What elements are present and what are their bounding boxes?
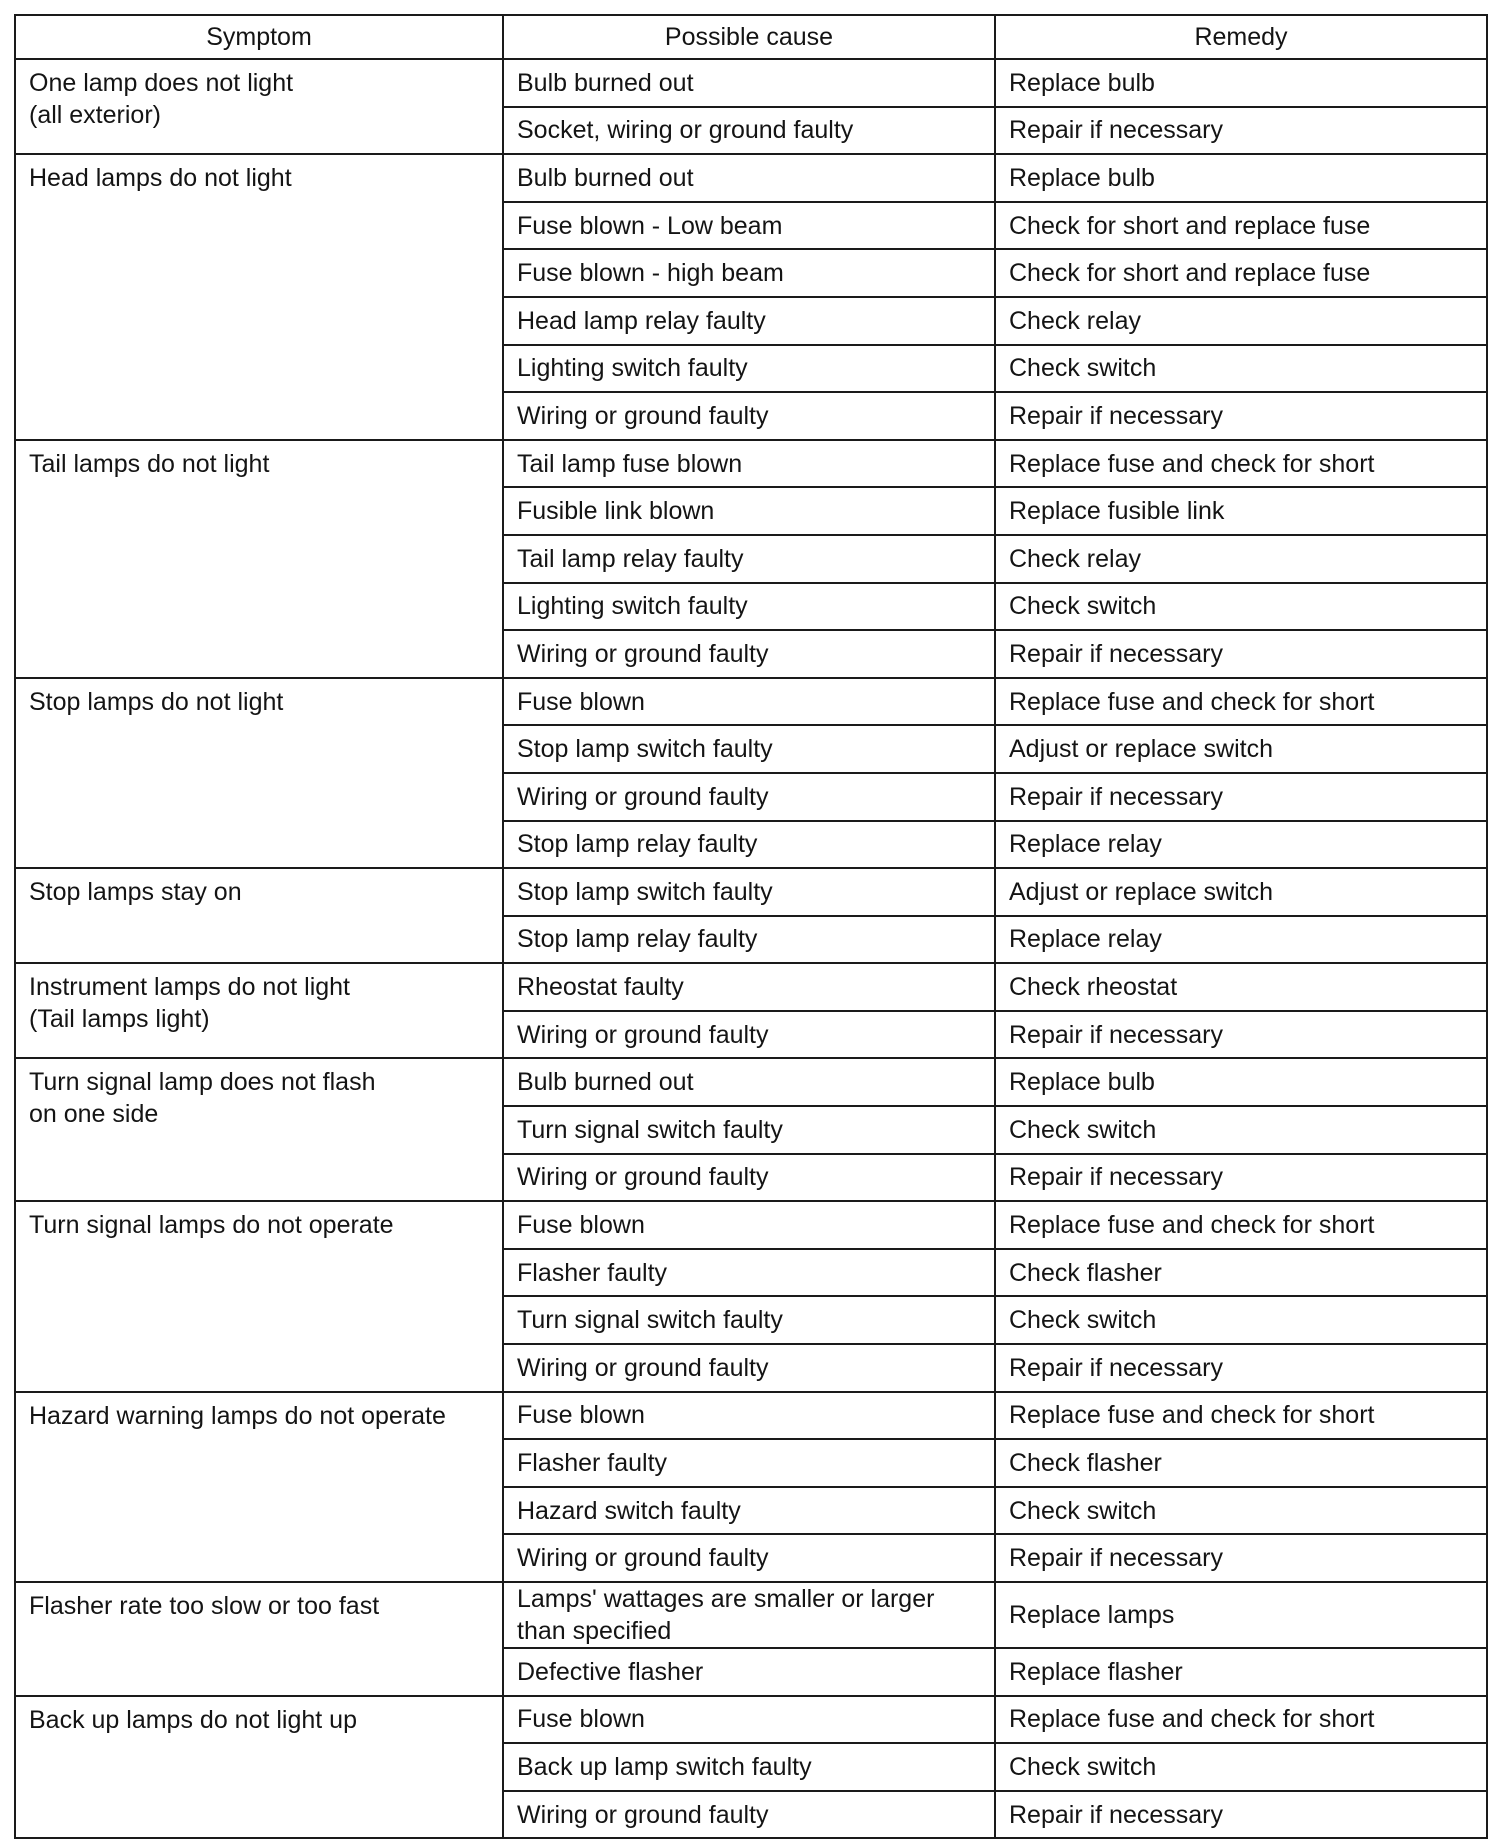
remedy-cell: Replace relay [995,916,1487,964]
remedy-cell: Repair if necessary [995,773,1487,821]
header-row [15,15,1487,59]
remedy-cell: Check switch [995,1487,1487,1535]
cause-cell: Rheostat faulty [503,963,995,1011]
remedy-cell: Check for short and replace fuse [995,249,1487,297]
table-row [15,1058,1487,1106]
symptom-header: Symptom [15,15,503,59]
cause-cell: Turn signal switch faulty [503,1296,995,1344]
remedy-cell: Repair if necessary [995,1344,1487,1392]
cause-cell: Socket, wiring or ground faulty [503,107,995,155]
cause-cell: Stop lamp relay faulty [503,916,995,964]
cause-cell: Hazard switch faulty [503,1487,995,1535]
remedy-cell: Repair if necessary [995,630,1487,678]
remedy-cell: Repair if necessary [995,1011,1487,1059]
remedy-cell: Repair if necessary [995,1154,1487,1202]
table-row [15,440,1487,488]
table-row [15,59,1487,107]
symptom-cell: Turn signal lamps do not operate [15,1201,503,1391]
cause-cell: Lighting switch faulty [503,345,995,393]
remedy-cell: Check rheostat [995,963,1487,1011]
remedy-cell: Replace fuse and check for short [995,1201,1487,1249]
remedy-cell: Check switch [995,583,1487,631]
remedy-cell: Replace fuse and check for short [995,678,1487,726]
cause-cell: Fusible link blown [503,487,995,535]
cause-cell: Wiring or ground faulty [503,1534,995,1582]
table-row [15,1392,1487,1440]
remedy-cell: Check switch [995,1296,1487,1344]
cause-cell: Stop lamp relay faulty [503,821,995,869]
cause-cell: Fuse blown [503,678,995,726]
cause-cell: Bulb burned out [503,1058,995,1106]
symptom-cell: Back up lamps do not light up [15,1696,503,1839]
remedy-header: Remedy [995,15,1487,59]
remedy-cell: Adjust or replace switch [995,725,1487,773]
table-header [15,15,1487,59]
symptom-cell: Hazard warning lamps do not operate [15,1392,503,1582]
remedy-cell: Replace lamps [995,1582,1487,1648]
cause-cell: Tail lamp fuse blown [503,440,995,488]
cause-cell: Wiring or ground faulty [503,1791,995,1839]
remedy-cell: Check relay [995,297,1487,345]
troubleshooting-table [14,14,1488,1839]
remedy-cell: Check switch [995,1106,1487,1154]
cause-cell: Lamps' wattages are smaller or larger than specified [503,1582,995,1648]
symptom-cell: Flasher rate too slow or too fast [15,1582,503,1696]
remedy-cell: Repair if necessary [995,1791,1487,1839]
cause-cell: Back up lamp switch faulty [503,1743,995,1791]
cause-cell: Defective flasher [503,1648,995,1696]
remedy-cell: Replace bulb [995,154,1487,202]
symptom-cell: Stop lamps do not light [15,678,503,868]
remedy-cell: Replace relay [995,821,1487,869]
remedy-cell: Replace fuse and check for short [995,1392,1487,1440]
remedy-cell: Check relay [995,535,1487,583]
cause-header: Possible cause [503,15,995,59]
table-row [15,678,1487,726]
cause-cell: Flasher faulty [503,1439,995,1487]
cause-cell: Lighting switch faulty [503,583,995,631]
table-row [15,963,1487,1011]
cause-cell: Flasher faulty [503,1249,995,1297]
cause-cell: Fuse blown [503,1201,995,1249]
table-row [15,1582,1487,1648]
remedy-cell: Repair if necessary [995,1534,1487,1582]
remedy-cell: Check for short and replace fuse [995,202,1487,250]
symptom-cell: Stop lamps stay on [15,868,503,963]
symptom-cell: One lamp does not light (all exterior) [15,59,503,154]
remedy-cell: Adjust or replace switch [995,868,1487,916]
table-body [15,59,1487,1838]
cause-cell: Stop lamp switch faulty [503,725,995,773]
symptom-cell: Tail lamps do not light [15,440,503,678]
symptom-cell: Turn signal lamp does not flash on one side [15,1058,503,1201]
remedy-cell: Check switch [995,1743,1487,1791]
cause-cell: Fuse blown - Low beam [503,202,995,250]
remedy-cell: Repair if necessary [995,392,1487,440]
cause-cell: Wiring or ground faulty [503,1154,995,1202]
cause-cell: Stop lamp switch faulty [503,868,995,916]
cause-cell: Fuse blown [503,1696,995,1744]
remedy-cell: Replace fuse and check for short [995,440,1487,488]
cause-cell: Bulb burned out [503,154,995,202]
remedy-cell: Repair if necessary [995,107,1487,155]
cause-cell: Head lamp relay faulty [503,297,995,345]
cause-cell: Fuse blown - high beam [503,249,995,297]
cause-cell: Fuse blown [503,1392,995,1440]
cause-cell: Wiring or ground faulty [503,1344,995,1392]
remedy-cell: Check flasher [995,1439,1487,1487]
cause-cell: Wiring or ground faulty [503,773,995,821]
table-row [15,1696,1487,1744]
remedy-cell: Check switch [995,345,1487,393]
remedy-cell: Replace fusible link [995,487,1487,535]
remedy-cell: Replace bulb [995,59,1487,107]
table-row [15,154,1487,202]
cause-cell: Wiring or ground faulty [503,392,995,440]
remedy-cell: Replace fuse and check for short [995,1696,1487,1744]
cause-cell: Turn signal switch faulty [503,1106,995,1154]
cause-cell: Wiring or ground faulty [503,1011,995,1059]
remedy-cell: Check flasher [995,1249,1487,1297]
cause-cell: Tail lamp relay faulty [503,535,995,583]
cause-cell: Bulb burned out [503,59,995,107]
table-row [15,868,1487,916]
symptom-cell: Head lamps do not light [15,154,503,440]
cause-cell: Wiring or ground faulty [503,630,995,678]
remedy-cell: Replace bulb [995,1058,1487,1106]
symptom-cell: Instrument lamps do not light (Tail lamps light) [15,963,503,1058]
table-row [15,1201,1487,1249]
remedy-cell: Replace flasher [995,1648,1487,1696]
